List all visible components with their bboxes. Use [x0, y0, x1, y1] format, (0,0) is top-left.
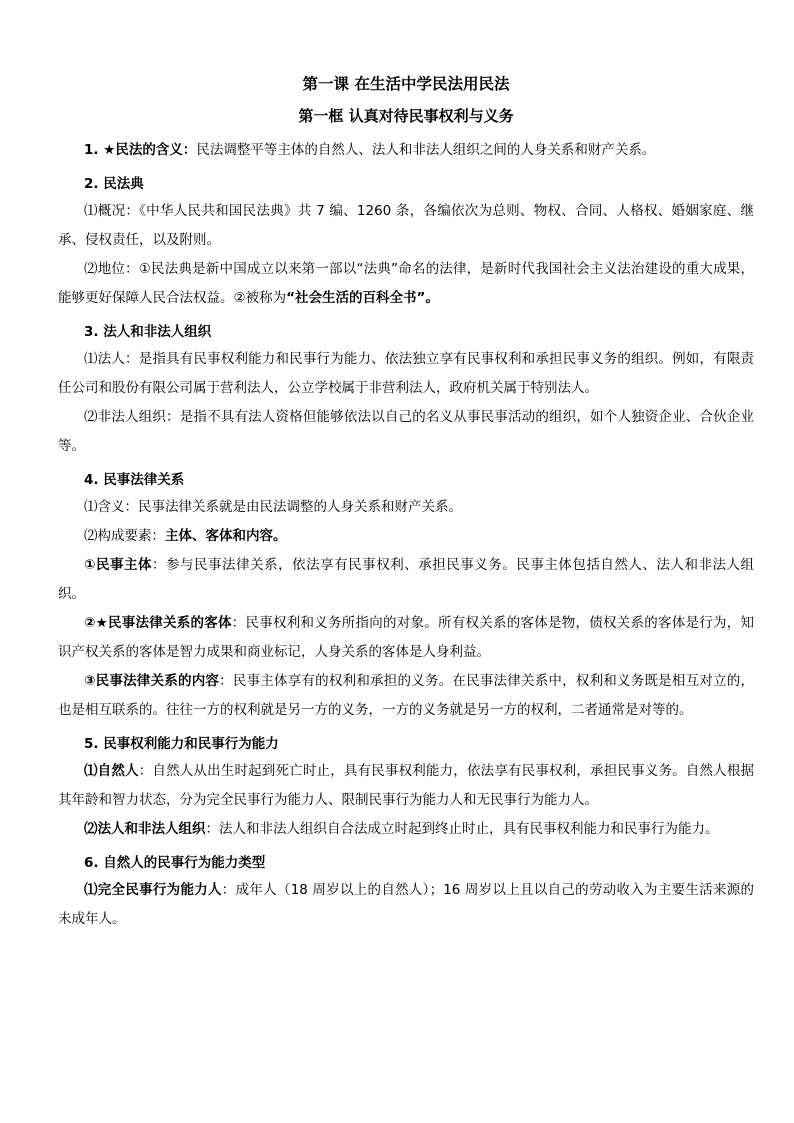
paragraph-relation-meaning: ⑴含义：民事法律关系就是由民法调整的人身关系和财产关系。 — [84, 499, 462, 515]
item-text: ：法人和非法人组织自合法成立时起到终止时止，具有民事权利能力和民事行为能力。 — [205, 821, 719, 837]
heading-capacity: 5. 民事权利能力和民事行为能力 — [84, 736, 279, 752]
item-label: ⑴自然人 — [84, 763, 139, 779]
item-text: ⑵地位：①民法典是新中国成立以来第一部以“法典”命名的法律，是新时代我国社会主义法治建设的重大成果，能够更好保障人民合法权益。②被称为 — [58, 261, 754, 306]
item-label: ②★民事法律关系的客体 — [84, 615, 232, 631]
paragraph-relation-elements — [58, 522, 754, 551]
heading-civil-code: 2. 民法典 — [84, 176, 144, 192]
paragraph-civil-code-overview: ⑴概况：《中华人民共和国民法典》共 7 编、1260 条，各编依次为总则、物权、合同、人格权、婚姻家庭、继承、侵权责任，以及附则。 — [58, 203, 754, 248]
item-text: ：参与民事法律关系，依法享有民事权利、承担民事义务。民事主体包括自然人、法人和非法人组织。 — [58, 557, 755, 602]
paragraph-civil-law-meaning — [58, 136, 754, 165]
item-label: ⑴完全民事行为能力人 — [84, 882, 222, 898]
paragraph-civil-subject — [58, 551, 754, 609]
item-emphasis: “社会生活的百科全书”。 — [286, 290, 439, 306]
item-label: ⑵法人和非法人组织 — [84, 821, 206, 837]
item-text: 民法调整平等主体的自然人、法人和非法人组织之间的人身关系和财产关系。 — [196, 142, 656, 158]
item-text: ：民事主体享有的权利和承担的义务。在民事法律关系中，权利和义务既是相互对立的，也是相互联系的。往往一方的权利就是另一方的义务，一方的义务就是另一方的权利，二者通常是对等的。 — [58, 673, 755, 718]
lesson-title: 第一课 在生活中学民法用民法 — [302, 75, 510, 93]
item-emphasis: 主体、客体和内容。 — [165, 528, 287, 544]
item-label: ①民事主体 — [84, 557, 152, 573]
paragraph-full-capacity — [58, 876, 754, 934]
item-text: ：成年人（18 周岁以上的自然人）；16 周岁以上且以自己的劳动收入为主要生活来源的未成年人。 — [58, 882, 754, 927]
item-label: ⑵构成要素： — [84, 528, 165, 544]
paragraph-legal-person: ⑴法人：是指具有民事权利能力和民事行为能力、依法独立享有民事权利和承担民事义务的组织。例如，有限责任公司和股份有限公司属于营利法人，公立学校属于非营利法人，政府机关属于特别法人。 — [58, 351, 754, 396]
heading-civil-legal-relation: 4. 民事法律关系 — [84, 472, 185, 488]
item-label: 1. ★民法的含义： — [84, 142, 197, 158]
paragraph-unincorporated-org: ⑵非法人组织：是指不具有法人资格但能够依法以自己的名义从事民事活动的组织，如个人独资企业、合伙企业等。 — [58, 409, 754, 454]
heading-legal-persons: 3. 法人和非法人组织 — [84, 324, 212, 340]
heading-capacity-types: 6. 自然人的民事行为能力类型 — [84, 855, 266, 871]
paragraph-relation-object — [58, 609, 754, 667]
item-text: ：民事权利和义务所指向的对象。所有权关系的客体是物，债权关系的客体是行为，知识产权关系的客体是智力成果和商业标记，人身关系的客体是人身利益。 — [58, 615, 754, 660]
item-text: ：自然人从出生时起到死亡时止，具有民事权利能力，依法享有民事权利，承担民事义务。自然人根据其年龄和智力状态，分为完全民事行为能力人、限制民事行为能力人和无民事行为能力人。 — [58, 763, 755, 808]
section-subtitle: 第一框 认真对待民事权利与义务 — [298, 107, 514, 125]
item-label: ③民事法律关系的内容 — [84, 673, 220, 689]
paragraph-civil-code-status — [58, 255, 754, 313]
paragraph-natural-person — [58, 757, 754, 815]
paragraph-relation-content — [58, 667, 754, 725]
paragraph-legal-person-capacity — [58, 815, 754, 844]
